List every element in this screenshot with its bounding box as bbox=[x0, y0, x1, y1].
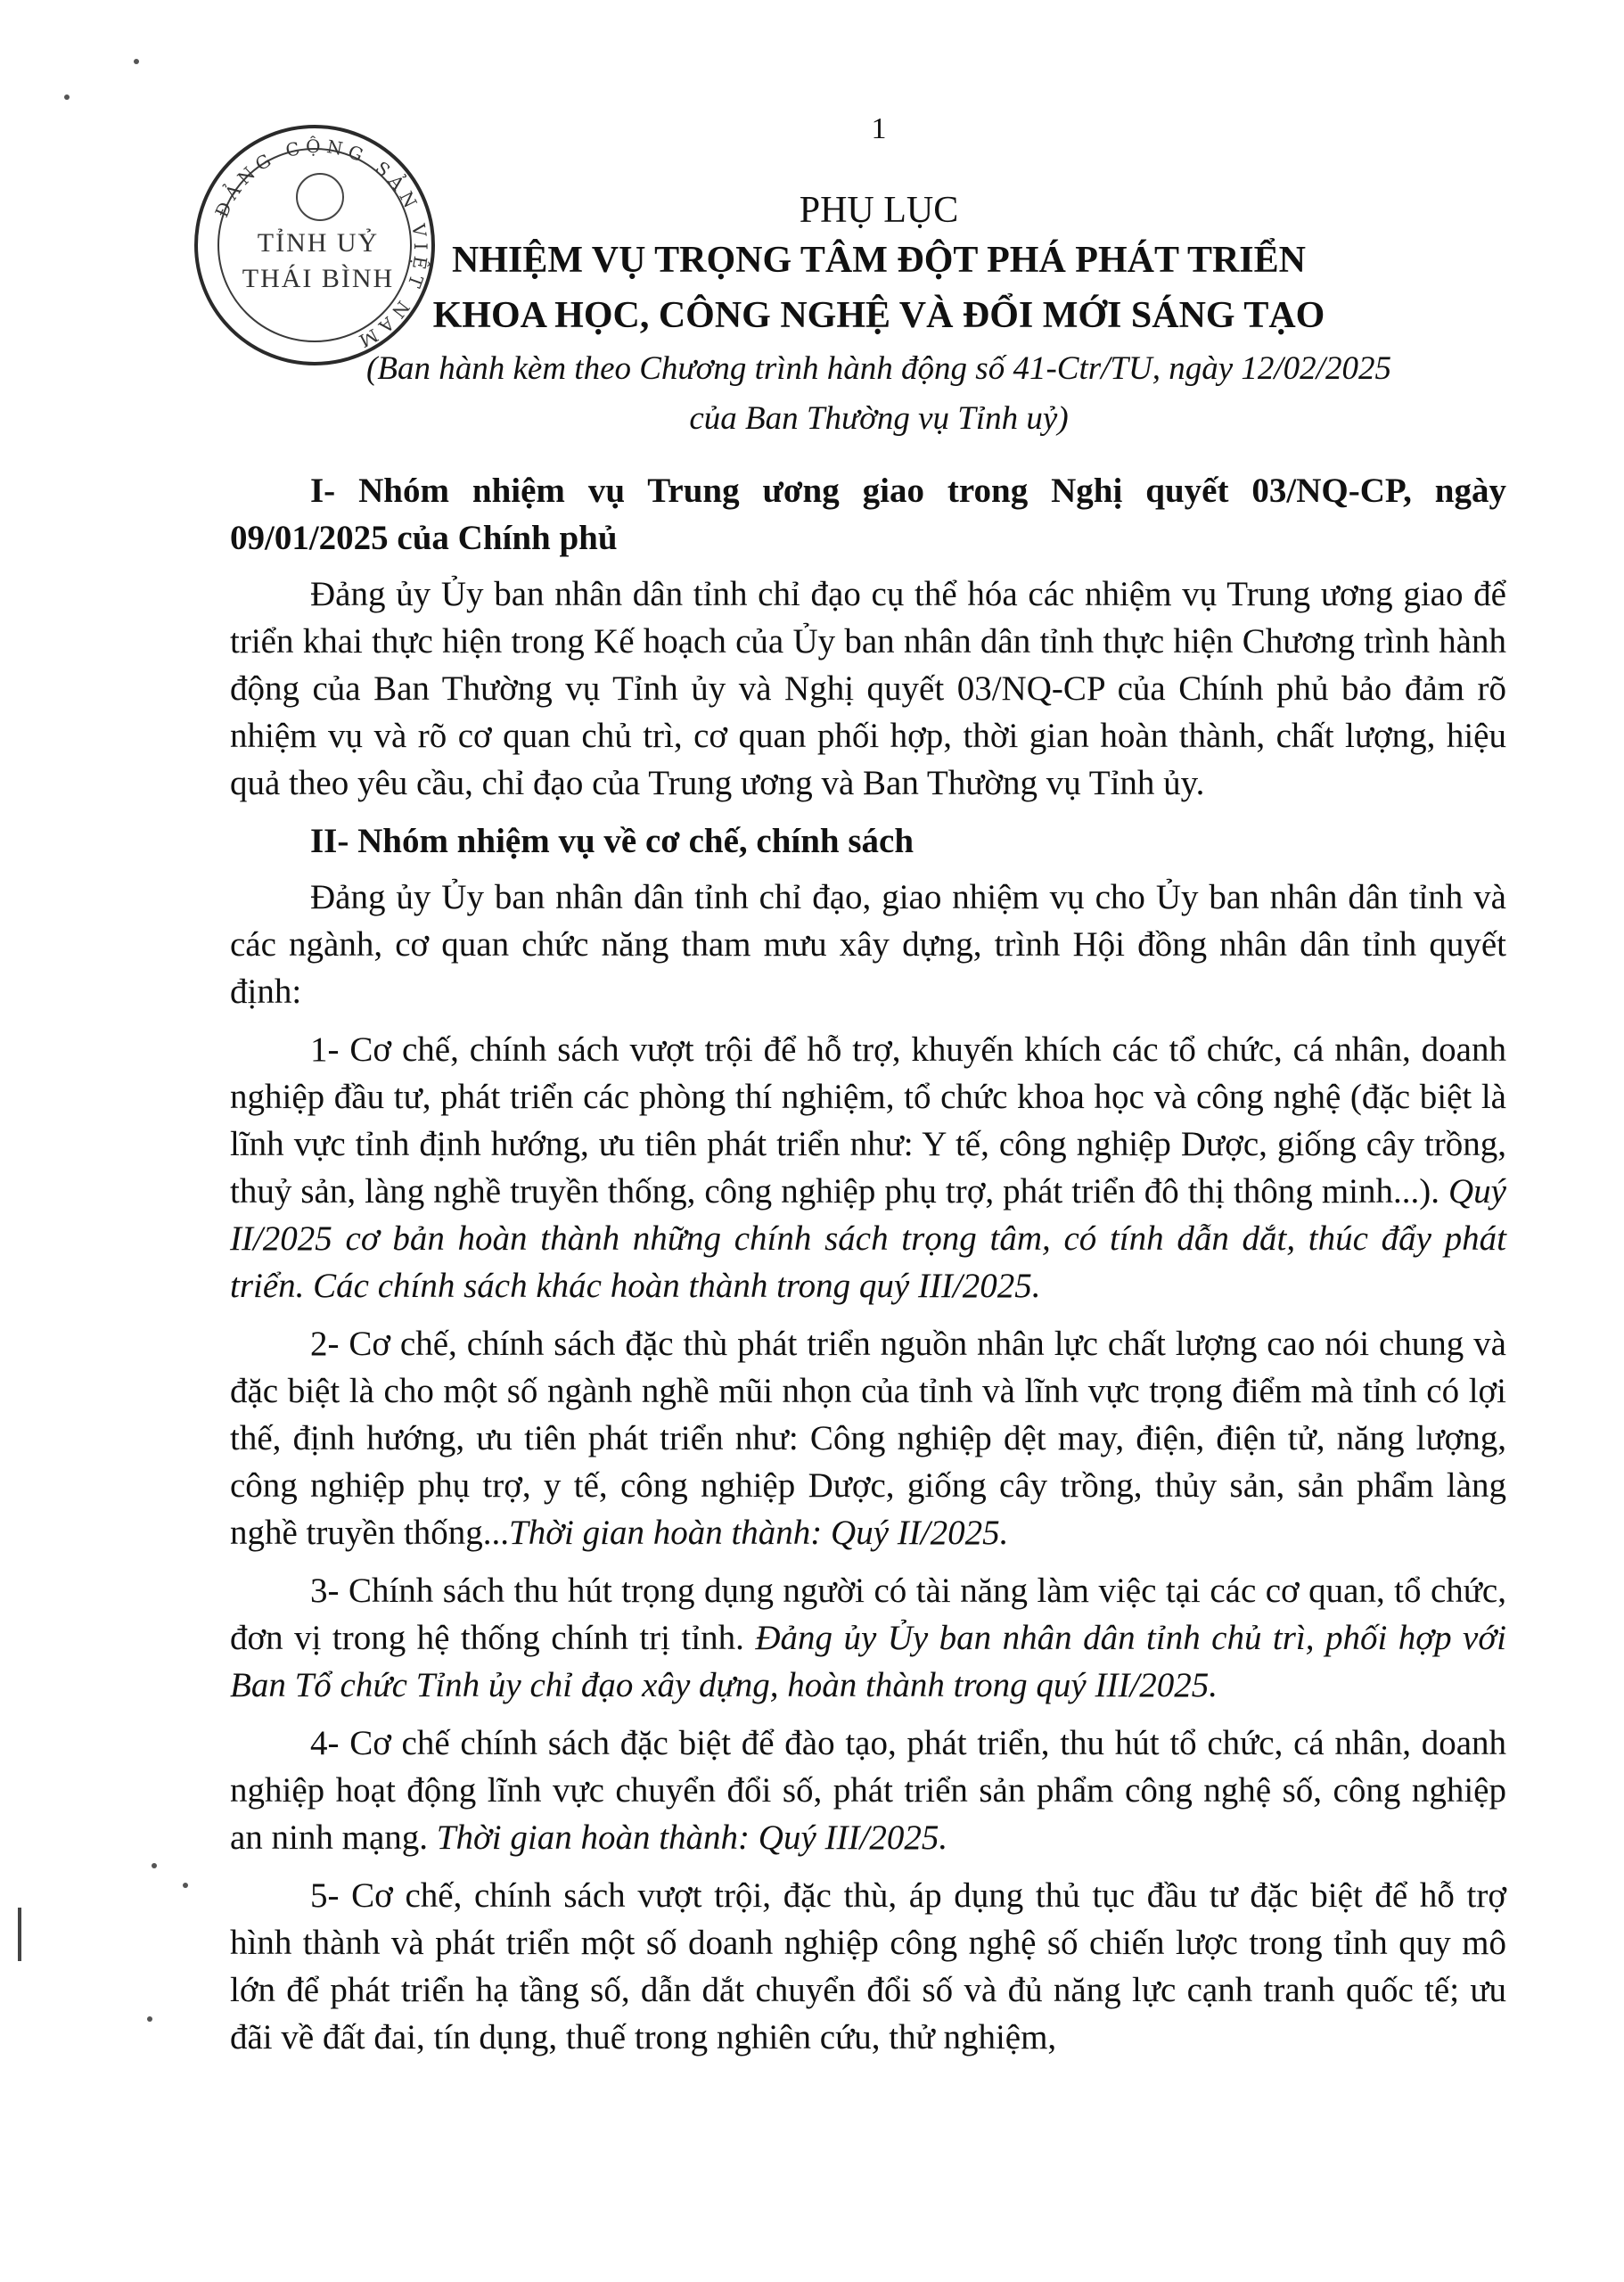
section1-paragraph: Đảng ủy Ủy ban nhân dân tỉnh chỉ đạo cụ thể hóa các nhiệm vụ Trung ương giao để triển khai thực hiện trong Kế hoạch của Ủy ban nhân dân tỉnh thực hiện Chương trình hành động của Ban Thường vụ Tỉnh ủy và Nghị quyết 03/NQ-CP của Chính phủ bảo đảm rõ nhiệm vụ và rõ cơ quan chủ trì, cơ quan phối hợp, thời gian hoàn thành, chất lượng, hiệu quả theo yêu cầu, chỉ đạo của Trung ương và Ban Thường vụ Tỉnh ủy. bbox=[230, 575, 1506, 802]
svg-text:ĐẢNG CỘNG SẢN VIỆT NAM: ĐẢNG CỘNG SẢN VIỆT NAM bbox=[210, 135, 432, 355]
list-item-4: 4- Cơ chế chính sách đặc biệt để đào tạo, phát triển, thu hút tổ chức, cá nhân, doanh nghiệp hoạt động lĩnh vực chuyển đổi số, phát triển sản phẩm công nghệ số, công nghiệp an ninh mạng. Thời gian hoàn thành: Quý III/2025. bbox=[230, 1724, 1506, 1857]
page-number: 1 bbox=[871, 112, 887, 145]
list-item-5: 5- Cơ chế, chính sách vượt trội, đặc thù, áp dụng thủ tục đầu tư đặc biệt để hỗ trợ hình thành và phát triển một số doanh nghiệp công nghệ số chiến lược trong tỉnh quy mô lớn để phát triển hạ tầng số, dẫn dắt chuyển đổi số và đủ năng lực cạnh tranh quốc tế; ưu đãi về đất đai, tín dụng, thuế trong nghiên cứu, thử nghiệm, bbox=[230, 1876, 1506, 2056]
document-subtitle-line1: (Ban hành kèm theo Chương trình hành động số 41-Ctr/TU, ngày 12/02/2025 bbox=[366, 350, 1391, 387]
scan-speck bbox=[152, 1863, 157, 1868]
list-item-1: 1- Cơ chế, chính sách vượt trội để hỗ trợ, khuyến khích các tổ chức, cá nhân, doanh nghiệp đầu tư, phát triển các phòng thí nghiệm, tổ chức khoa học và công nghệ (đặc biệt là lĩnh vực tỉnh định hướng, ưu tiên phát triển như: Y tế, công nghiệp Dược, giống cây trồng, thuỷ sản, làng nghề truyền thống, công nghiệp phụ trợ, phát triển đô thị thông minh...). Quý II/2025 cơ bản hoàn thành những chính sách trọng tâm, có tính dẫn dắt, thúc đẩy phát triển. Các chính sách khác hoàn thành trong quý III/2025. bbox=[230, 1030, 1506, 1305]
document-title-line1: NHIỆM VỤ TRỌNG TÂM ĐỘT PHÁ PHÁT TRIỂN bbox=[452, 240, 1306, 281]
scan-speck bbox=[183, 1883, 188, 1888]
scan-speck bbox=[134, 59, 139, 64]
section2-intro: Đảng ủy Ủy ban nhân dân tỉnh chỉ đạo, giao nhiệm vụ cho Ủy ban nhân dân tỉnh và các ngành, cơ quan chức năng tham mưu xây dựng, trình Hội đồng nhân dân tỉnh quyết định: bbox=[230, 878, 1506, 1011]
document-body bbox=[230, 467, 1506, 2072]
scan-speck bbox=[147, 2016, 152, 2022]
seal-text-line1: TỈNH UỶ bbox=[257, 228, 380, 258]
list-item-3: 3- Chính sách thu hút trọng dụng người có tài năng làm việc tại các cơ quan, tổ chức, đơn vị trong hệ thống chính trị tỉnh. Đảng ủy Ủy ban nhân dân tỉnh chủ trì, phối hợp với Ban Tổ chức Tỉnh ủy chỉ đạo xây dựng, hoàn thành trong quý III/2025. bbox=[230, 1572, 1507, 1704]
document-title-line2: KHOA HỌC, CÔNG NGHỆ VÀ ĐỔI MỚI SÁNG TẠO bbox=[432, 295, 1325, 336]
seal-text-line2: THÁI BÌNH bbox=[242, 264, 395, 293]
appendix-label: PHỤ LỤC bbox=[799, 190, 959, 231]
scan-speck bbox=[64, 94, 70, 100]
section1-heading: I- Nhóm nhiệm vụ Trung ương giao trong Nghị quyết 03/NQ-CP, ngày 09/01/2025 của Chính phủ bbox=[230, 472, 1506, 557]
section2-heading: II- Nhóm nhiệm vụ về cơ chế, chính sách bbox=[310, 822, 915, 860]
scan-margin-mark bbox=[18, 1908, 21, 1961]
document-subtitle-line2: của Ban Thường vụ Tỉnh uỷ) bbox=[689, 400, 1069, 437]
list-item-2: 2- Cơ chế, chính sách đặc thù phát triển nguồn nhân lực chất lượng cao nói chung và đặc biệt là cho một số ngành nghề mũi nhọn của tỉnh và lĩnh vực trọng điểm mà tỉnh có lợi thế, định hướng, ưu tiên phát triển như: Công nghiệp dệt may, điện, điện tử, năng lượng, công nghiệp phụ trợ, y tế, công nghiệp Dược, giống cây trồng, thủy sản, sản phẩm làng nghề truyền thống...Thời gian hoàn thành: Quý II/2025. bbox=[230, 1325, 1506, 1552]
